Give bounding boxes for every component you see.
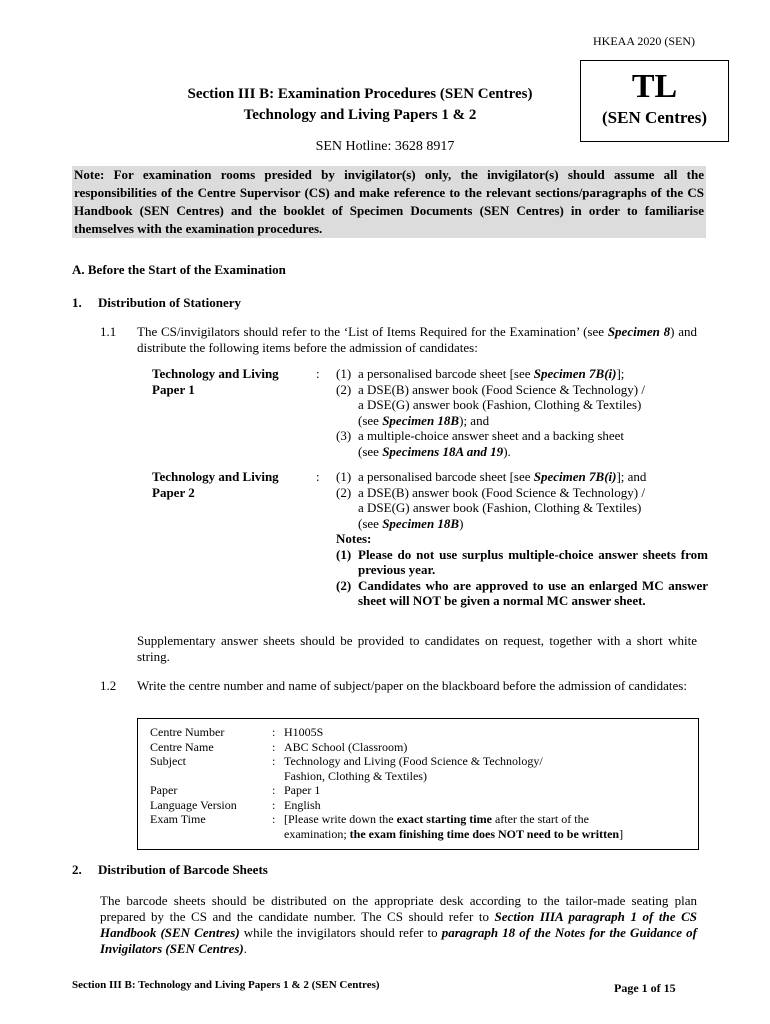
blackboard-example-box: [137, 718, 699, 850]
subject-badge-label: (SEN Centres): [602, 108, 707, 127]
title-line-2: Technology and Living Papers 1 & 2: [243, 107, 477, 123]
list-item: (1) a personalised barcode sheet [see Specimen 7B(i)];: [336, 366, 625, 381]
paragraph-2: The barcode sheets should be distributed on the appropriate desk according to the tailor-made seating plan prepared by the CS and the candidate number. The CS should refer to Section IIIA paragraph 1 of the CS Handbook (SEN Centres) while the invigilators should refer to paragraph 18 of the Notes for the Guidance of Invigilators (SEN Centres).: [100, 893, 698, 956]
paper-1-colon: :: [316, 366, 320, 381]
list-item: (3) a multiple-choice answer sheet and a backing sheet: [336, 428, 625, 443]
page-number: Page 1 of 15: [614, 981, 676, 995]
note-item: (2) Candidates who are approved to use an enlarged MC answer sheet will NOT be given a normal MC answer sheet.: [336, 577, 708, 608]
list-item-continuation: (see Specimens 18A and 19).: [358, 443, 511, 459]
list-item: (1) a personalised barcode sheet [see Specimen 7B(i)]; and: [336, 469, 647, 484]
paragraph-1-1-number: 1.1: [100, 324, 117, 339]
subject-badge: [580, 60, 729, 142]
sen-hotline: SEN Hotline: 3628 8917: [315, 139, 455, 154]
specimen-8-ref: Specimen 8: [607, 324, 671, 339]
footer-section-label: Section III B: Technology and Living Papers 1 & 2 (SEN Centres): [72, 979, 380, 991]
paragraph-1-2: Write the centre number and name of subject/paper on the blackboard before the admission of candidates:: [137, 678, 687, 693]
board-row-subject: Subject : Technology and Living (Food Science & Technology/ Fashion, Clothing & Textiles): [150, 754, 543, 783]
paper-1-items: [336, 366, 696, 459]
list-item-continuation: a DSE(G) answer book (Fashion, Clothing & Textiles): [358, 397, 642, 412]
list-item-continuation: (see Specimen 18B); and: [358, 412, 490, 428]
board-row-language: Language Version : English: [150, 797, 321, 812]
board-row-centre-number: Centre Number : H1005S: [150, 725, 324, 739]
title-line-1: Section III B: Examination Procedures (SEN Centres): [187, 86, 533, 102]
section-2-number: 2.: [72, 862, 82, 877]
subject-code: TL: [631, 68, 678, 105]
list-item: (2) a DSE(B) answer book (Food Science & Technology) /: [336, 381, 645, 397]
page-title: [140, 84, 580, 126]
board-row-exam-time: Exam Time : [Please write down the exact starting time after the start of the examination; the exam finishing time does NOT need to be written]: [150, 812, 624, 841]
section-1-number: 1.: [72, 295, 82, 310]
document-reference: HKEAA 2020 (SEN): [593, 34, 695, 48]
list-item-continuation: a DSE(G) answer book (Fashion, Clothing & Textiles): [358, 500, 642, 515]
paper-2-label: Technology and Living Paper 2: [152, 469, 279, 500]
section-2-title: Distribution of Barcode Sheets: [98, 862, 268, 877]
section-a-heading: A. Before the Start of the Examination: [72, 262, 286, 277]
board-row-centre-name: Centre Name : ABC School (Classroom): [150, 739, 408, 754]
notes-heading: Notes:: [336, 531, 372, 546]
note-item: (1) Please do not use surplus multiple-choice answer sheets from previous year.: [336, 546, 708, 577]
paper-2-colon: :: [316, 469, 320, 484]
paper-2-items: [336, 469, 708, 609]
paper-1-label: Technology and Living Paper 1: [152, 366, 279, 397]
paragraph-1-1: The CS/invigilators should refer to the ‘List of Items Required for the Examination’ (see Specimen 8) and distribute the following items before the admission of candidates:: [137, 324, 697, 355]
paragraph-1-2-number: 1.2: [100, 678, 117, 693]
supplementary-sheets-paragraph: Supplementary answer sheets should be provided to candidates on request, together with a short white string.: [137, 633, 697, 664]
board-row-paper: Paper : Paper 1: [150, 783, 321, 797]
list-item: (2) a DSE(B) answer book (Food Science & Technology) /: [336, 484, 645, 500]
section-1-title: Distribution of Stationery: [98, 295, 241, 310]
list-item-continuation: (see Specimen 18B): [358, 515, 464, 531]
note-box: Note: For examination rooms presided by invigilator(s) only, the invigilator(s) should assume all the responsibilities of the Centre Supervisor (CS) and make reference to the relevant sections/paragraphs of the CS Handbook (SEN Centres) and the booklet of Specimen Documents (SEN Centres) in order to familiarise themselves with the examination procedures.: [74, 167, 704, 236]
